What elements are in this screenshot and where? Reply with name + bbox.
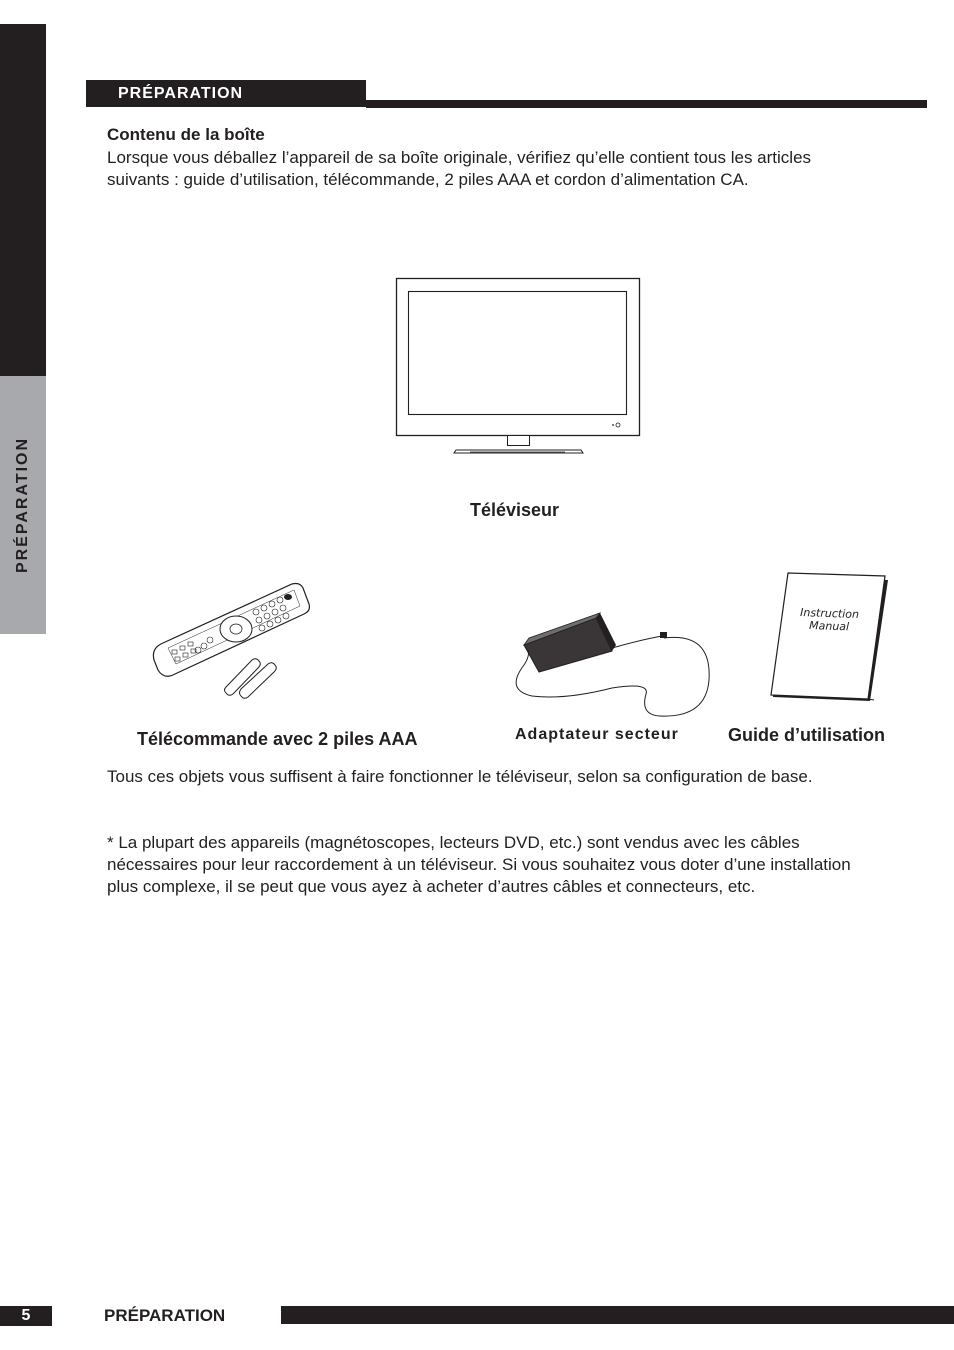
manual-cover-line2: Manual — [808, 619, 850, 634]
section-title: Contenu de la boîte — [107, 125, 265, 144]
note-paragraph-2: * La plupart des appareils (magnétoscopes, lecteurs DVD, etc.) sont vendus avec les câbles nécessaires pour leur raccordement à un téléviseur. Si vous souhaitez vous doter d’une installation plus complexe, il se peut que vous ayez à acheter d’autres câbles et connecteurs, etc. — [107, 833, 851, 896]
tv-caption: Téléviseur — [470, 500, 560, 520]
intro-paragraph: Lorsque vous déballez l’appareil de sa boîte originale, vérifiez qu’elle contient tous les articles suivants : guide d’utilisation, télécommande, 2 piles AAA et cordon d’alimentation CA. — [107, 148, 812, 189]
footer-rule — [281, 1306, 954, 1324]
header-title: PRÉPARATION — [118, 85, 244, 102]
remote-caption: Télécommande avec 2 piles AAA — [137, 729, 418, 749]
page-number: 5 — [21, 1307, 31, 1324]
guide-caption: Guide d’utilisation — [728, 725, 885, 745]
manual-cover-line1: Instruction — [799, 606, 860, 622]
footer-label: PRÉPARATION — [104, 1306, 226, 1325]
adapter-caption: Adaptateur secteur — [515, 726, 679, 743]
side-tab-label: PRÉPARATION — [14, 436, 31, 574]
note-paragraph-1: Tous ces objets vous suffisent à faire fonctionner le téléviseur, selon sa configuration de base. — [107, 767, 813, 786]
